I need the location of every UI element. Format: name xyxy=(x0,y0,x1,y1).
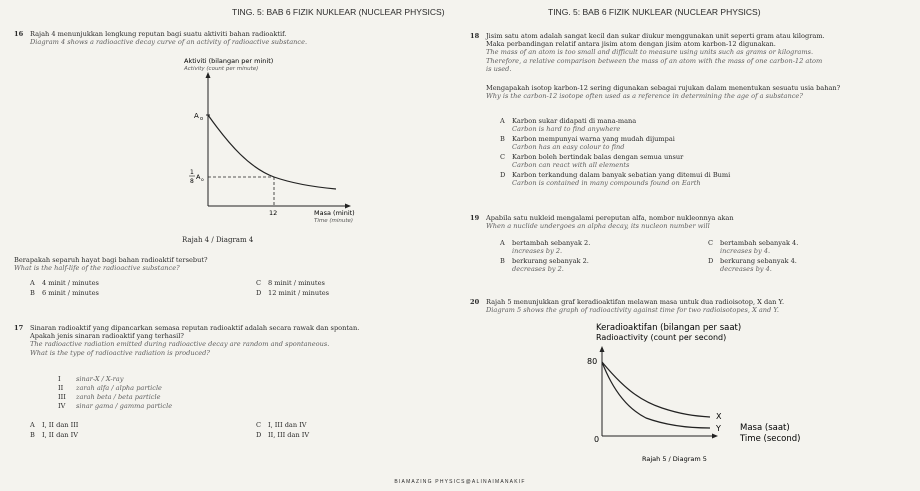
question-17-ms1: Sinaran radioaktif yang dipancarkan semasa reputan radioaktif adalah secara rawak dan spontan. xyxy=(30,324,360,332)
question-number: 17 xyxy=(14,324,24,332)
question-18-ms2: Maka perbandingan relatif antara jisim atom dengan jisim atom karbon-12 digunakan. xyxy=(486,40,776,49)
question-number: 19 xyxy=(470,214,480,222)
question-18-prompt-ms: Mengapakah isotop karbon-12 sering digunakan sebagai rujukan dalam menentukan sesuatu usia bahan? xyxy=(486,84,841,92)
question-17-en1: The radioactive radiation emitted during radioactive decay are random and spontaneous. xyxy=(30,340,330,349)
diagram-4-frac-sub: o xyxy=(201,178,204,183)
header-right-title: TING. 5: BAB 6 FIZIK NUKLEAR (NUCLEAR PHYSICS) xyxy=(548,7,761,17)
diagram-4-y-top-sub: o xyxy=(200,116,204,122)
diagram-4-frac-num: 1 xyxy=(190,169,194,176)
footer-watermark: BIAMAZING PHYSICS@ALINAIMANAKIF xyxy=(394,479,526,485)
diagram-4-frac-den: 8 xyxy=(190,178,194,185)
header-left-title: TING. 5: BAB 6 FIZIK NUKLEAR (NUCLEAR PHYSICS) xyxy=(232,7,445,17)
page-header xyxy=(0,4,920,20)
diagram-4-ylabel-ms: Aktiviti (bilangan per minit) xyxy=(184,57,274,65)
diagram-4-x-arrow xyxy=(345,204,351,209)
question-17-ms2: Apakah jenis sinaran radioaktif yang terhasil? xyxy=(30,332,184,341)
question-18-prompt-en: Why is the carbon-12 isotope often used as a reference in determining the age of a substance? xyxy=(486,92,803,101)
diagram-4-y-top-label: A xyxy=(194,112,199,120)
diagram-4-caption: Rajah 4 / Diagram 4 xyxy=(182,236,254,244)
question-20-stem xyxy=(470,298,910,316)
diagram-5-radioactivity-graph xyxy=(582,320,842,470)
question-20-en: Diagram 5 shows the graph of radioactivity against time for two radioisotopes, X and Y. xyxy=(486,306,779,315)
question-16-prompt xyxy=(14,256,454,274)
diagram-5-caption: Rajah 5 / Diagram 5 xyxy=(642,455,707,463)
diagram-4-y-arrow xyxy=(206,72,211,78)
diagram-5-xlabel-en: Time (second) xyxy=(740,434,801,444)
question-20-ms: Rajah 5 menunjukkan graf keradioaktifan melawan masa untuk dua radioisotop, X dan Y. xyxy=(486,298,785,306)
question-16-ms: Rajah 4 menunjukkan lengkung reputan bagi suatu aktiviti bahan radioaktif. xyxy=(30,30,287,38)
question-18-ms1: Jisim satu atom adalah sangat kecil dan sukar diukur menggunakan unit seperti gram atau kilogram. xyxy=(486,32,825,40)
question-16-stem xyxy=(14,30,454,50)
diagram-4-xlabel-en: Time (minute) xyxy=(314,218,354,224)
question-18-stem xyxy=(470,32,910,74)
question-19-ms: Apabila satu nukleid mengalami pereputan alfa, nombor nukleonnya akan xyxy=(486,214,734,222)
diagram-5-title-ms: Keradioaktifan (bilangan per saat) xyxy=(596,323,742,333)
diagram-4-decay-curve xyxy=(164,56,384,226)
diagram-4-x-tick: 12 xyxy=(269,209,278,217)
diagram-4-curve xyxy=(208,115,336,189)
diagram-5-y-tick: 80 xyxy=(587,357,598,366)
diagram-4-xlabel-ms: Masa (minit) xyxy=(314,209,355,217)
diagram-5-title-en: Radioactivity (count per second) xyxy=(596,333,727,342)
diagram-5-label-y: Y xyxy=(716,424,721,433)
right-column: 18 Jisim satu atom adalah sangat kecil dan sukar diukur menggunakan unit seperti gram atau kilogram. Maka perbandingan relatif antara jisim atom dengan jisim atom karbon-12 digunakan. The mass of an atom is too small and difficult to measure using units such as grams or kilograms. Therefore, a relative comparison between the mass of an atom with the mass of one carbon-12 atom is used. Mengapakah isotop karbon-12 sering digunakan sebagai rujukan dalam menentukan sesuatu usia bahan? Why is the carbon-12 isotope often used as a reference in determining the age of a substance? A Karbon sukar didapati di mana-mana Carbon is hard to find anywhere B Karbon mempunyai warna yang mudah dijumpai Carbon has an easy colour to find C Karbon boleh bertindak balas dengan semua unsur Carbon can react with all elements D Karbon terkandung dalam banyak sebatian yang ditemui di Bumi Carbon is contained in many compounds found on Earth 19 Apabila satu nukleid mengalami pereputan alfa, nombor nukleonnya akan When a nuclide undergoes an alpha decay, its nucleon number will A bertambah sebanyak 2. increases by 2. B berkurang sebanyak 2. decreases by 2. C bertambah sebanyak 4. increases by 4. D berkurang sebanyak 4. decreases by 4. 20 Rajah 5 menunjukkan graf keradioaktifan melawan masa untuk dua radioisotop, X dan Y. Diagram 5 shows the graph of radioactivity against time for two radioisotopes, X and Y. Keradioaktifan (bilangan per saat) Radioactivity (count per second) 80 0 X Y Masa (saat) Time (second) Rajah 5 / Diagram 5 xyxy=(470,24,910,474)
diagram-5-curve-y xyxy=(602,362,710,428)
question-17-en2: What is the type of radioactive radiation is produced? xyxy=(30,348,210,357)
left-column: 16 Rajah 4 menunjukkan lengkung reputan bagi suatu aktiviti bahan radioaktif. Diagram 4 shows a radioactive decay curve of an activity of radioactive substance. Aktiviti (bilangan per minit) Activity (count per minute) A o 1 8 A o 12 Masa (minit) Time (minute) Rajah 4 / Diagram 4 Berapakah separuh hayat bagi bahan radioaktif tersebut? What is the half-life of the radioactive substance? A 4 minit / minutes B 6 minit / minutes C 8 minit / minutes D 12 minit / minutes 17 Sinaran radioaktif yang dipancarkan semasa reputan radioaktif adalah secara rawak dan spontan. Apakah jenis sinaran radioaktif yang terhasil? The radioactive radiation emitted during radioactive decay are random and spontaneous. What is the type of radioactive radiation is produced? I sinar-X / X-ray II zarah alfa / alpha particle III zarah beta / beta particle IV sinar gama / gamma particle A I, II dan III B I, II dan IV C I, III dan IV D II, III dan IV xyxy=(14,24,454,474)
question-19-stem xyxy=(470,214,910,232)
diagram-5-y-arrow xyxy=(600,346,605,352)
question-18-en2: Therefore, a relative comparison between the mass of an atom with the mass of one carbon-12 atom xyxy=(486,56,823,65)
question-16-en: Diagram 4 shows a radioactive decay curve of an activity of radioactive substance. xyxy=(30,38,308,47)
question-16-prompt-en: What is the half-life of the radioactive substance? xyxy=(14,264,180,272)
diagram-4-frac-sym: A xyxy=(196,173,201,181)
question-19-en: When a nuclide undergoes an alpha decay, its nucleon number will xyxy=(486,222,710,231)
question-17-stem xyxy=(14,324,454,360)
question-number: 18 xyxy=(470,32,480,40)
question-18-en1: The mass of an atom is too small and difficult to measure using units such as grams or kilograms. xyxy=(486,48,814,57)
diagram-5-curve-x xyxy=(602,362,710,417)
question-16-prompt-ms: Berapakah separuh hayat bagi bahan radioaktif tersebut? xyxy=(14,256,208,264)
diagram-5-xlabel-ms: Masa (saat) xyxy=(740,423,790,433)
diagram-5-x-arrow xyxy=(712,434,718,439)
question-number: 20 xyxy=(470,298,480,306)
diagram-5-origin: 0 xyxy=(594,435,600,444)
question-number: 16 xyxy=(14,30,24,38)
diagram-5-label-x: X xyxy=(716,412,722,421)
diagram-4-ylabel-en: Activity (count per minute) xyxy=(184,66,259,72)
question-18-en3: is used. xyxy=(486,64,512,73)
question-18-prompt xyxy=(486,84,906,110)
